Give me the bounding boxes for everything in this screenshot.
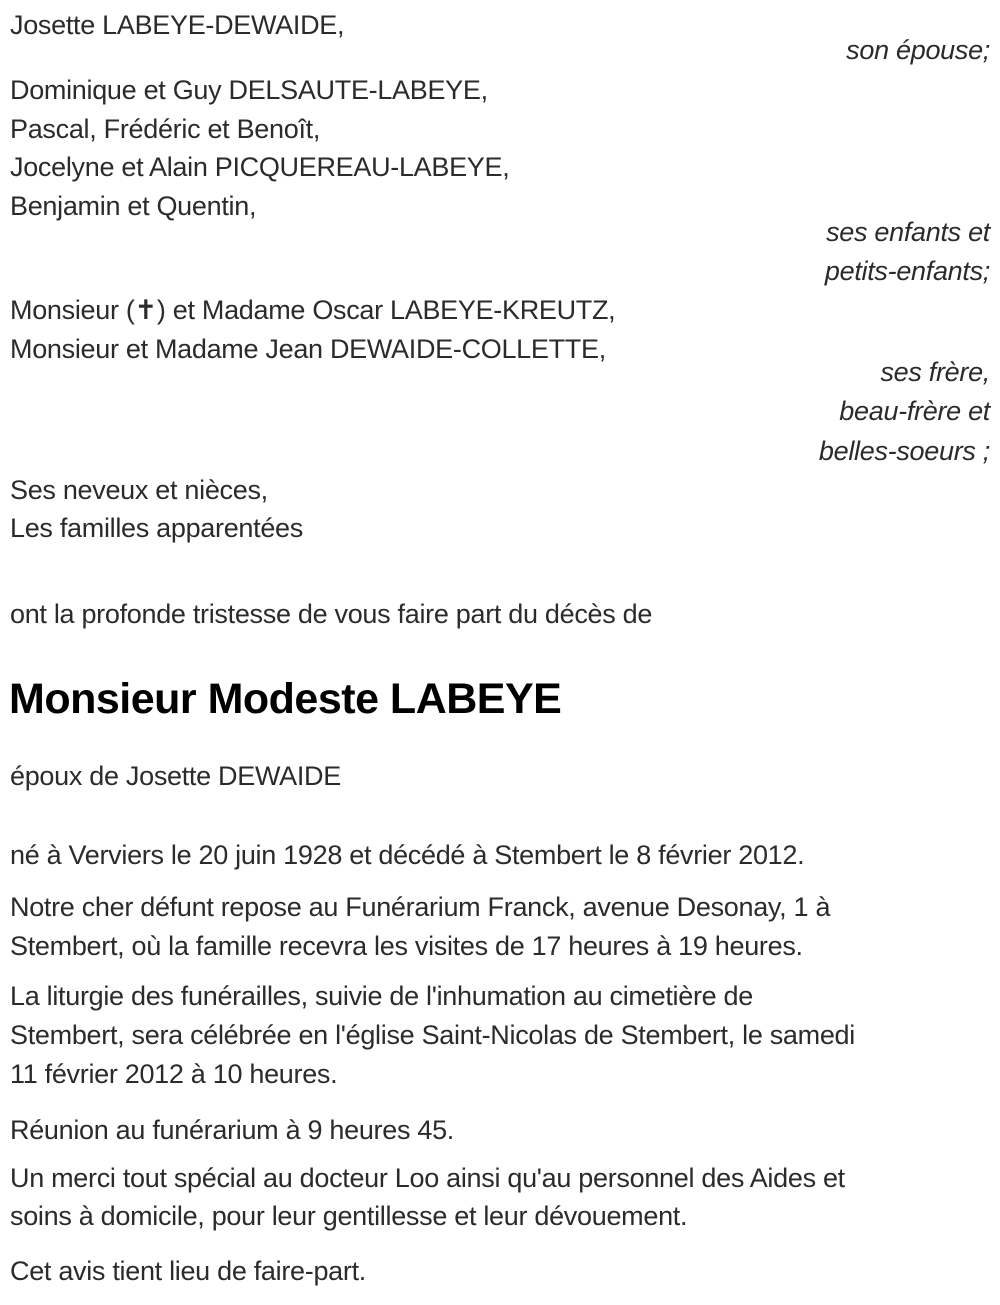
sibling-role-line: ses frère, xyxy=(880,357,990,387)
children-name-line: Benjamin et Quentin, xyxy=(10,191,257,221)
sibling-name-line: Monsieur et Madame Jean DEWAIDE-COLLETTE, xyxy=(10,334,606,364)
sibling-role-line: belles-soeurs ; xyxy=(818,436,990,466)
relatives-line: Ses neveux et nièces, xyxy=(10,475,268,505)
children-name-line: Dominique et Guy DELSAUTE-LABEYE, xyxy=(10,75,488,105)
deceased-name-title: Monsieur Modeste LABEYE xyxy=(9,675,562,723)
spouse-name-line: Josette LABEYE-DEWAIDE, xyxy=(10,10,345,40)
repose-line: Stembert, où la famille recevra les visites de 17 heures à 19 heures. xyxy=(10,931,803,961)
spouse-role-line: son épouse; xyxy=(846,35,990,65)
meeting-line: Réunion au funérarium à 9 heures 45. xyxy=(10,1115,454,1145)
closing-line: Cet avis tient lieu de faire-part. xyxy=(10,1256,366,1286)
liturgy-line: 11 février 2012 à 10 heures. xyxy=(10,1059,338,1089)
thanks-line: Un merci tout spécial au docteur Loo ainsi qu'au personnel des Aides et xyxy=(10,1163,845,1193)
announcement-line: ont la profonde tristesse de vous faire part du décès de xyxy=(10,599,653,629)
spouse-of-line: époux de Josette DEWAIDE xyxy=(10,761,341,791)
birth-death-line: né à Verviers le 20 juin 1928 et décédé à Stembert le 8 février 2012. xyxy=(10,840,805,870)
liturgy-line: La liturgie des funérailles, suivie de l'inhumation au cimetière de xyxy=(10,981,753,1011)
relatives-line: Les familles apparentées xyxy=(10,513,303,543)
children-name-line: Pascal, Frédéric et Benoît, xyxy=(10,114,321,144)
liturgy-line: Stembert, sera célébrée en l'église Saint-Nicolas de Stembert, le samedi xyxy=(10,1020,855,1050)
sibling-role-line: beau-frère et xyxy=(839,396,990,426)
thanks-line: soins à domicile, pour leur gentillesse et leur dévouement. xyxy=(10,1201,688,1231)
children-role-line: petits-enfants; xyxy=(824,256,990,286)
repose-line: Notre cher défunt repose au Funérarium Franck, avenue Desonay, 1 à xyxy=(10,892,831,922)
children-role-line: ses enfants et xyxy=(826,217,990,247)
sibling-name-line: Monsieur (✝) et Madame Oscar LABEYE-KREUTZ, xyxy=(10,295,616,325)
children-name-line: Jocelyne et Alain PICQUEREAU-LABEYE, xyxy=(10,152,510,182)
